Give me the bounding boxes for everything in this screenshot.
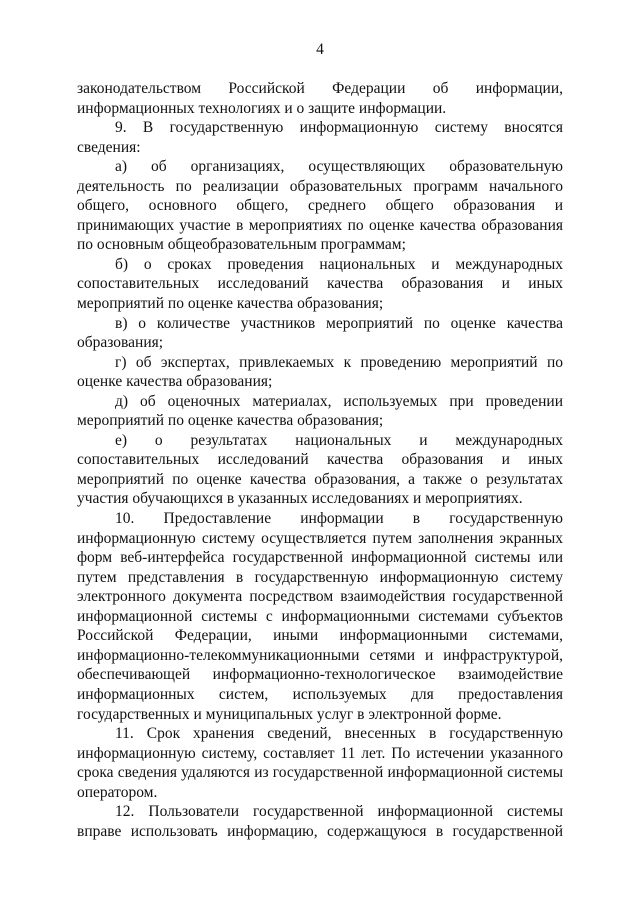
paragraph-subitem-a: а) об организациях, осуществляющих образовательную деятельность по реализации образовательных программ начального общего, основного общего, среднего общего образования и принимающих участие в мероприятиях по оценке качества образования по основным общеобразовательным программам; xyxy=(77,158,563,254)
paragraph-item-11: 11. Срок хранения сведений, внесенных в государственную информационную систему, составляет 11 лет. По истечении указанного срока сведения удаляются из государственной информационной системы оператором. xyxy=(77,725,563,801)
paragraph-subitem-g: г) об экспертах, привлекаемых к проведению мероприятий по оценке качества образования; xyxy=(77,353,563,391)
paragraph-subitem-e: е) о результатах национальных и международных сопоставительных исследований качества образования и иных мероприятий по оценке качества образования, а также о результатах участия обучающихся в указанных исследованиях и мероприятиях. xyxy=(77,431,563,508)
paragraph-item-9: 9. В государственную информационную систему вносятся сведения: xyxy=(77,119,563,156)
paragraph-item-10: 10. Предоставление информации в государственную информационную систему осуществляется путем заполнения экранных форм веб-интерфейса государственной информационной системы или путем представления в государственную информационную систему электронного документа посредством взаимодействия государственной информационной системы с информационными системами субъектов Российской Федерации, иными информационными системами, информационно-телекоммуникационными сетями и инфраструктурой, обеспечивающей информационно-технологическое взаимодействие информационных систем, используемых для предоставления государственных и муниципальных услуг в электронной форме. xyxy=(77,510,563,723)
paragraph-subitem-d: д) об оценочных материалах, используемых при проведении мероприятий по оценке качества образования; xyxy=(77,392,563,430)
paragraph-intro-continuation: законодательством Российской Федерации об информации, информационных технологиях и о защите информации. xyxy=(77,80,563,117)
paragraph-subitem-b: б) о сроках проведения национальных и международных сопоставительных исследований качества образования и иных мероприятий по оценке качества образования; xyxy=(77,255,563,313)
document-body xyxy=(77,79,563,841)
paragraph-item-12: 12. Пользователи государственной информационной системы вправе использовать информацию, содержащуюся в государственной xyxy=(77,803,563,840)
paragraph-subitem-v: в) о количестве участников мероприятий по оценке качества образования; xyxy=(77,314,563,352)
page-number: 4 xyxy=(316,41,324,58)
